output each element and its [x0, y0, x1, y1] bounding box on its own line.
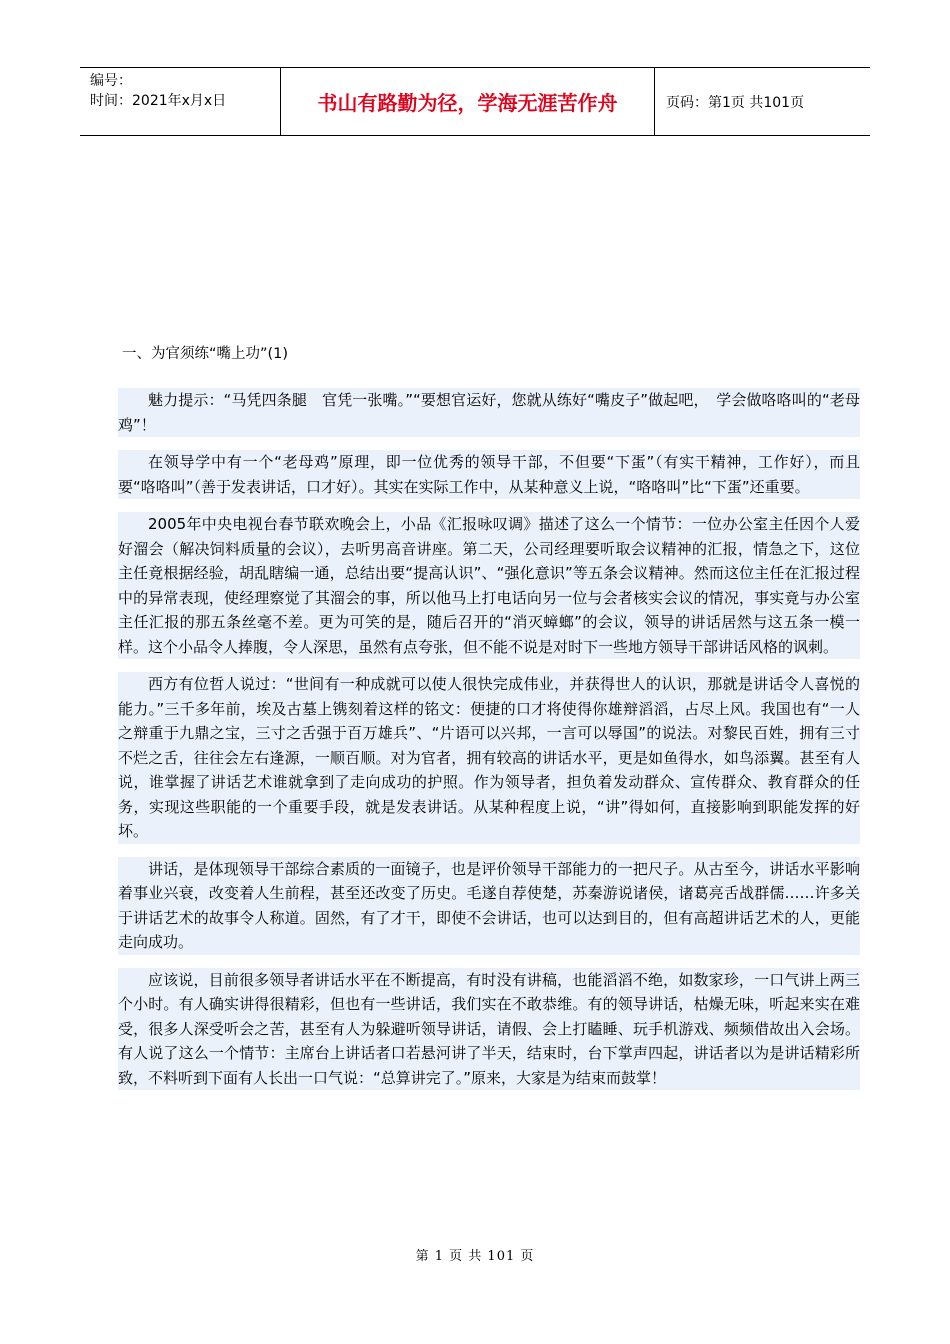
code-label: 编号：: [90, 73, 132, 89]
header-meta: [80, 68, 281, 135]
page-footer: 第 1 页 共 101 页: [415, 1249, 535, 1264]
header-motto: 书山有路勤为径，学海无涯苦作舟: [281, 68, 655, 135]
paragraph: 西方有位哲人说过：“世间有一种成就可以使人很快完成伟业，并获得世人的认识，那就是讲话令人喜悦的能力。”三千多年前，埃及古墓上镌刻着这样的铭文：便捷的口才将使得你雄辩滔滔，占尽上风。我国也有“一人之辩重于九鼎之宝，三寸之舌强于百万雄兵”、“片语可以兴邦，一言可以辱国”的说法。对黎民百姓，拥有三寸不烂之舌，往往会左右逢源，一顺百顺。对为官者，拥有较高的讲话水平，更是如鱼得水，如鸟添翼。甚至有人说，谁掌握了讲话艺术谁就拿到了走向成功的护照。作为领导者，担负着发动群众、宣传群众、教育群众的任务，实现这些职能的一个重要手段，就是发表讲话。从某种程度上说，“讲”得如何，直接影响到职能发挥的好坏。: [118, 672, 860, 844]
document-body: [118, 342, 860, 1103]
header-page-info: 页码：第1页 共101页: [666, 94, 805, 111]
document-header: [80, 67, 870, 136]
paragraph: 魅力提示：“马凭四条腿 官凭一张嘴。”“要想官运好，您就从练好“嘴皮子”做起吧， 学会做咯咯叫的“老母鸡”！: [118, 388, 860, 437]
paragraph: 讲话，是体现领导干部综合素质的一面镜子，也是评价领导干部能力的一把尺子。从古至今，讲话水平影响着事业兴衰，改变着人生前程，甚至还改变了历史。毛遂自荐使楚，苏秦游说诸侯，诸葛亮舌战群儒……许多关于讲话艺术的故事令人称道。固然，有了才干，即使不会讲话，也可以达到目的，但有高超讲话艺术的人，更能走向成功。: [118, 857, 860, 955]
time-label: 时间：2021年x月x日: [90, 93, 227, 109]
paragraph: 在领导学中有一个“老母鸡”原理，即一位优秀的领导干部，不但要“下蛋”（有实干精神，工作好），而且要“咯咯叫”（善于发表讲话，口才好）。其实在实际工作中，从某种意义上说，“咯咯叫”比“下蛋”还重要。: [118, 450, 860, 499]
section-title: 一、为官须练“嘴上功”(1): [122, 346, 289, 362]
paragraph: 应该说，目前很多领导者讲话水平在不断提高，有时没有讲稿，也能滔滔不绝，如数家珍，一口气讲上两三个小时。有人确实讲得很精彩，但也有一些讲话，我们实在不敢恭维。有的领导讲话，枯燥无味，听起来实在难受，很多人深受听会之苦，甚至有人为躲避听领导讲话，请假、会上打瞌睡、玩手机游戏、频频借故出入会场。有人说了这么一个情节：主席台上讲话者口若悬河讲了半天，结束时，台下掌声四起，讲话者以为是讲话精彩所致，不料听到下面有人长出一口气说：“总算讲完了。”原来，大家是为结束而鼓掌！: [118, 968, 860, 1091]
paragraph: 2005年中央电视台春节联欢晚会上，小品《汇报咏叹调》描述了这么一个情节：一位办公室主任因个人爱好溜会（解决饲料质量的会议），去听男高音讲座。第二天，公司经理要听取会议精神的汇报，情急之下，这位主任竟根据经验，胡乱瞎编一通，总结出要“提高认识”、“强化意识”等五条会议精神。然而这位主任在汇报过程中的异常表现，使经理察觉了其溜会的事，所以他马上打电话向另一位与会者核实会议的情况，事实竟与办公室主任汇报的那五条丝毫不差。更为可笑的是，随后召开的“消灭蟑螂”的会议，领导的讲话居然与这五条一模一样。这个小品令人捧腹，令人深思，虽然有点夸张，但不能不说是对时下一些地方领导干部讲话风格的讽刺。: [118, 512, 860, 659]
